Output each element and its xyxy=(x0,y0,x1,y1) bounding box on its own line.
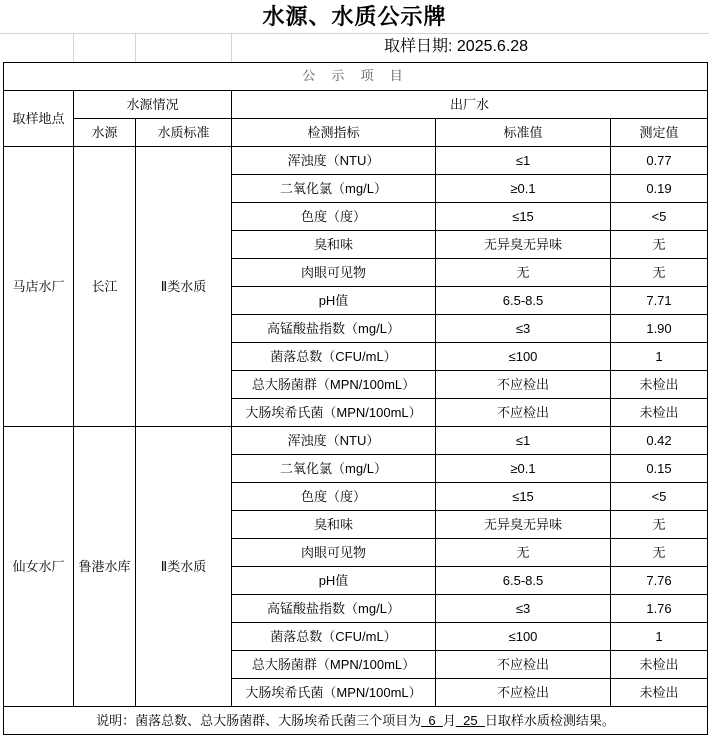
measured-value-cell: 无 xyxy=(611,231,708,259)
standard-value-cell: 不应检出 xyxy=(436,651,611,679)
indicator-cell: 浑浊度（NTU） xyxy=(232,427,436,455)
measured-value-cell: <5 xyxy=(611,483,708,511)
standard-value-cell: 无 xyxy=(436,259,611,287)
measured-value-cell: 1.90 xyxy=(611,315,708,343)
source-info-header: 水源情况 xyxy=(74,91,232,119)
indicator-cell: 色度（度） xyxy=(232,483,436,511)
indicator-cell: pH值 xyxy=(232,567,436,595)
standard-value-cell: 无 xyxy=(436,539,611,567)
indicator-cell: 色度（度） xyxy=(232,203,436,231)
table-row xyxy=(4,427,708,455)
note-prefix: 说明：菌落总数、总大肠菌群、大肠埃希氏菌三个项目为 xyxy=(96,712,422,728)
note-text xyxy=(4,707,708,735)
measured-value-cell: 0.77 xyxy=(611,147,708,175)
standard-value-cell: ≤100 xyxy=(436,623,611,651)
standard-value-cell: 无异臭无异味 xyxy=(436,511,611,539)
outlet-water-header: 出厂水 xyxy=(232,91,708,119)
measured-value-cell: 无 xyxy=(611,259,708,287)
measured-value-cell: 未检出 xyxy=(611,679,708,707)
indicator-cell: pH值 xyxy=(232,287,436,315)
standard-value-cell: 6.5-8.5 xyxy=(436,287,611,315)
measured-value-cell: 无 xyxy=(611,511,708,539)
measured-value-cell: 未检出 xyxy=(611,399,708,427)
measured-value-cell: 未检出 xyxy=(611,371,708,399)
note-month: 6 xyxy=(421,712,443,728)
standard-value-cell: 无异臭无异味 xyxy=(436,231,611,259)
measured-value-cell: 1 xyxy=(611,623,708,651)
measured-value-cell: 7.76 xyxy=(611,567,708,595)
standard-value-cell: ≤3 xyxy=(436,315,611,343)
indicator-cell: 臭和味 xyxy=(232,511,436,539)
standard-value-cell: ≤1 xyxy=(436,427,611,455)
sampling-date: 取样日期: 2025.6.28 xyxy=(384,38,529,55)
indicator-cell: 臭和味 xyxy=(232,231,436,259)
indicator-cell: 总大肠菌群（MPN/100mL） xyxy=(232,651,436,679)
indicator-cell: 大肠埃希氏菌（MPN/100mL） xyxy=(232,679,436,707)
standard-value-cell: ≤3 xyxy=(436,595,611,623)
standard-value-cell: 不应检出 xyxy=(436,399,611,427)
indicator-cell: 二氧化氯（mg/L） xyxy=(232,455,436,483)
measured-value-cell: 1 xyxy=(611,343,708,371)
standard-value-cell: 6.5-8.5 xyxy=(436,567,611,595)
standard-value-cell: 不应检出 xyxy=(436,679,611,707)
measured-value-header: 测定值 xyxy=(611,119,708,147)
note-row xyxy=(4,707,708,735)
water-standard: Ⅱ类水质 xyxy=(136,147,232,427)
indicator-cell: 肉眼可见物 xyxy=(232,259,436,287)
indicator-cell: 高锰酸盐指数（mg/L） xyxy=(232,595,436,623)
source-header: 水源 xyxy=(74,119,136,147)
measured-value-cell: <5 xyxy=(611,203,708,231)
measured-value-cell: 未检出 xyxy=(611,651,708,679)
indicator-header: 检测指标 xyxy=(232,119,436,147)
indicator-cell: 二氧化氯（mg/L） xyxy=(232,175,436,203)
measured-value-cell: 无 xyxy=(611,539,708,567)
indicator-cell: 总大肠菌群（MPN/100mL） xyxy=(232,371,436,399)
water-source: 长江 xyxy=(74,147,136,427)
measured-value-cell: 1.76 xyxy=(611,595,708,623)
indicator-cell: 大肠埃希氏菌（MPN/100mL） xyxy=(232,399,436,427)
standard-value-cell: 不应检出 xyxy=(436,371,611,399)
plant-name: 马店水厂 xyxy=(4,147,74,427)
standard-value-cell: ≥0.1 xyxy=(436,455,611,483)
measured-value-cell: 0.42 xyxy=(611,427,708,455)
standard-value-cell: ≤15 xyxy=(436,203,611,231)
standard-header: 水质标准 xyxy=(136,119,232,147)
indicator-cell: 菌落总数（CFU/mL） xyxy=(232,623,436,651)
note-month-label: 月 xyxy=(442,712,456,728)
table-row xyxy=(4,147,708,175)
page-title: 水源、水质公示牌 xyxy=(262,4,447,30)
water-quality-table xyxy=(3,62,708,735)
indicator-cell: 菌落总数（CFU/mL） xyxy=(232,343,436,371)
measured-value-cell: 0.19 xyxy=(611,175,708,203)
note-day: 25 xyxy=(455,712,485,728)
standard-value-cell: ≤1 xyxy=(436,147,611,175)
measured-value-cell: 7.71 xyxy=(611,287,708,315)
measured-value-cell: 0.15 xyxy=(611,455,708,483)
water-standard: Ⅱ类水质 xyxy=(136,427,232,707)
note-suffix: 日取样水质检测结果。 xyxy=(484,712,615,728)
standard-value-header: 标准值 xyxy=(436,119,611,147)
plant-name: 仙女水厂 xyxy=(4,427,74,707)
board-header: 公 示 项 目 xyxy=(4,63,708,91)
indicator-cell: 肉眼可见物 xyxy=(232,539,436,567)
indicator-cell: 浑浊度（NTU） xyxy=(232,147,436,175)
standard-value-cell: ≤15 xyxy=(436,483,611,511)
standard-value-cell: ≥0.1 xyxy=(436,175,611,203)
indicator-cell: 高锰酸盐指数（mg/L） xyxy=(232,315,436,343)
site-header: 取样地点 xyxy=(4,91,74,147)
water-source: 鲁港水库 xyxy=(74,427,136,707)
standard-value-cell: ≤100 xyxy=(436,343,611,371)
